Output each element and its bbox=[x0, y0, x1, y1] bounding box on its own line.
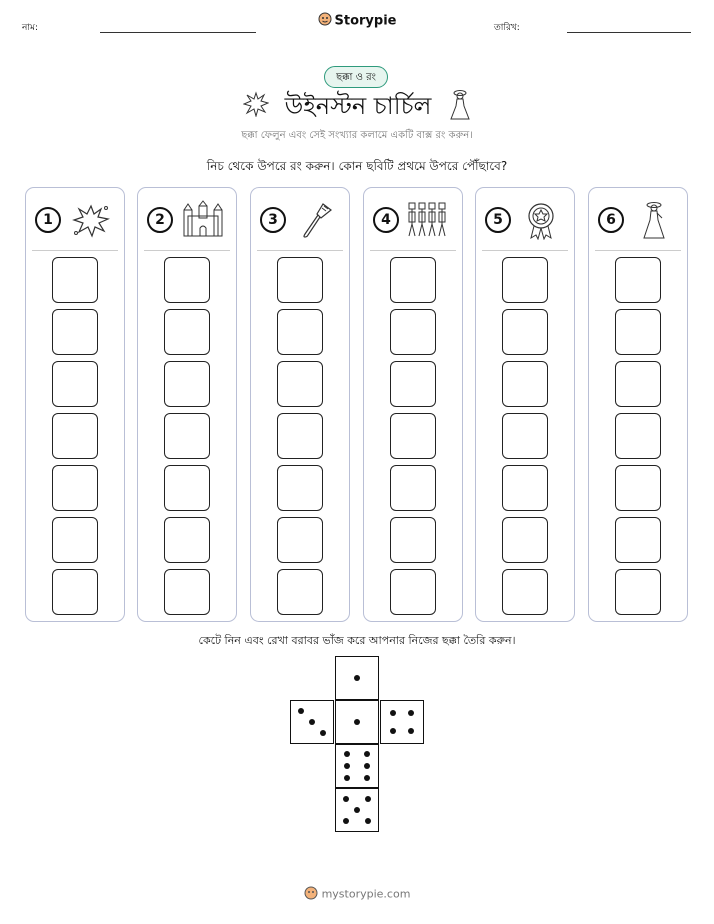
column-5 bbox=[475, 187, 575, 622]
lady-icon bbox=[631, 200, 677, 240]
color-box[interactable] bbox=[502, 309, 548, 355]
title-splat-icon bbox=[243, 91, 269, 123]
column-number: 6 bbox=[598, 207, 624, 233]
color-box[interactable] bbox=[615, 361, 661, 407]
color-box[interactable] bbox=[52, 465, 98, 511]
column-3 bbox=[250, 187, 350, 622]
dice-face-6 bbox=[335, 744, 379, 788]
name-label: নাম: bbox=[22, 23, 39, 33]
color-box[interactable] bbox=[502, 569, 548, 615]
color-box[interactable] bbox=[277, 465, 323, 511]
dice-face-1-center bbox=[335, 700, 379, 744]
column-number: 1 bbox=[35, 207, 61, 233]
column-number: 2 bbox=[147, 207, 173, 233]
dice-face-1 bbox=[335, 656, 379, 700]
instruction: নিচ থেকে উপরে রং করুন। কোন ছবিটি প্রথমে উপরে পৌঁছাবে? bbox=[206, 159, 508, 173]
dice-face-5 bbox=[335, 788, 379, 832]
footer bbox=[0, 886, 714, 903]
color-box[interactable] bbox=[390, 361, 436, 407]
splat-icon bbox=[68, 200, 114, 240]
color-box[interactable] bbox=[164, 413, 210, 459]
paintbrush-icon bbox=[293, 200, 339, 240]
dice-face-3 bbox=[290, 700, 334, 744]
color-box[interactable] bbox=[615, 465, 661, 511]
column-number: 5 bbox=[485, 207, 511, 233]
color-box[interactable] bbox=[390, 309, 436, 355]
marching-soldiers-icon bbox=[406, 200, 452, 240]
color-box[interactable] bbox=[164, 361, 210, 407]
color-box[interactable] bbox=[52, 361, 98, 407]
color-box[interactable] bbox=[52, 569, 98, 615]
dice-net bbox=[290, 656, 424, 834]
color-box[interactable] bbox=[390, 257, 436, 303]
color-box[interactable] bbox=[277, 569, 323, 615]
color-box[interactable] bbox=[164, 309, 210, 355]
title-text: উইনস্টন চার্চিল bbox=[284, 92, 432, 120]
cut-instruction: কেটে নিন এবং রেখা বরাবর ভাঁজ করে আপনার নিজের ছক্কা তৈরি করুন। bbox=[198, 634, 516, 647]
name-line[interactable] bbox=[100, 32, 256, 33]
color-box[interactable] bbox=[502, 413, 548, 459]
color-box[interactable] bbox=[164, 569, 210, 615]
color-box[interactable] bbox=[390, 517, 436, 563]
color-box[interactable] bbox=[615, 413, 661, 459]
medal-icon bbox=[518, 200, 564, 240]
column-divider bbox=[595, 250, 681, 251]
color-box[interactable] bbox=[502, 361, 548, 407]
title-lady-icon bbox=[449, 88, 471, 126]
footer-url[interactable]: mystorypie.com bbox=[321, 887, 411, 901]
color-box[interactable] bbox=[164, 465, 210, 511]
column-6 bbox=[588, 187, 688, 622]
column-number: 3 bbox=[260, 207, 286, 233]
color-box[interactable] bbox=[615, 257, 661, 303]
color-box[interactable] bbox=[277, 309, 323, 355]
column-divider bbox=[144, 250, 230, 251]
color-box[interactable] bbox=[277, 361, 323, 407]
color-box[interactable] bbox=[390, 569, 436, 615]
color-box[interactable] bbox=[615, 309, 661, 355]
color-box[interactable] bbox=[164, 257, 210, 303]
storypie-logo-icon bbox=[318, 12, 332, 30]
page-title bbox=[0, 88, 714, 128]
color-box[interactable] bbox=[502, 517, 548, 563]
color-box[interactable] bbox=[502, 465, 548, 511]
date-line[interactable] bbox=[567, 32, 691, 33]
color-box[interactable] bbox=[52, 257, 98, 303]
brand bbox=[0, 12, 714, 30]
footer-logo-icon bbox=[304, 886, 318, 903]
color-box[interactable] bbox=[502, 257, 548, 303]
color-box[interactable] bbox=[52, 517, 98, 563]
brand-name: Storypie bbox=[334, 13, 397, 29]
color-box[interactable] bbox=[277, 413, 323, 459]
column-divider bbox=[482, 250, 568, 251]
column-2 bbox=[137, 187, 237, 622]
color-box[interactable] bbox=[164, 517, 210, 563]
subtitle: ছক্কা ফেলুন এবং সেই সংখ্যার কলামে একটি বাক্স রং করুন। bbox=[241, 130, 473, 141]
column-number: 4 bbox=[373, 207, 399, 233]
column-divider bbox=[370, 250, 456, 251]
color-box[interactable] bbox=[277, 257, 323, 303]
column-divider bbox=[32, 250, 118, 251]
activity-tag: ছক্কা ও রং bbox=[324, 66, 388, 88]
color-box[interactable] bbox=[615, 569, 661, 615]
date-label: তারিখ: bbox=[494, 23, 520, 33]
color-box[interactable] bbox=[390, 413, 436, 459]
color-box[interactable] bbox=[390, 465, 436, 511]
castle-icon bbox=[180, 200, 226, 240]
color-box[interactable] bbox=[615, 517, 661, 563]
dice-face-4 bbox=[380, 700, 424, 744]
color-box[interactable] bbox=[277, 517, 323, 563]
column-1 bbox=[25, 187, 125, 622]
color-box[interactable] bbox=[52, 413, 98, 459]
column-4 bbox=[363, 187, 463, 622]
color-box[interactable] bbox=[52, 309, 98, 355]
column-divider bbox=[257, 250, 343, 251]
